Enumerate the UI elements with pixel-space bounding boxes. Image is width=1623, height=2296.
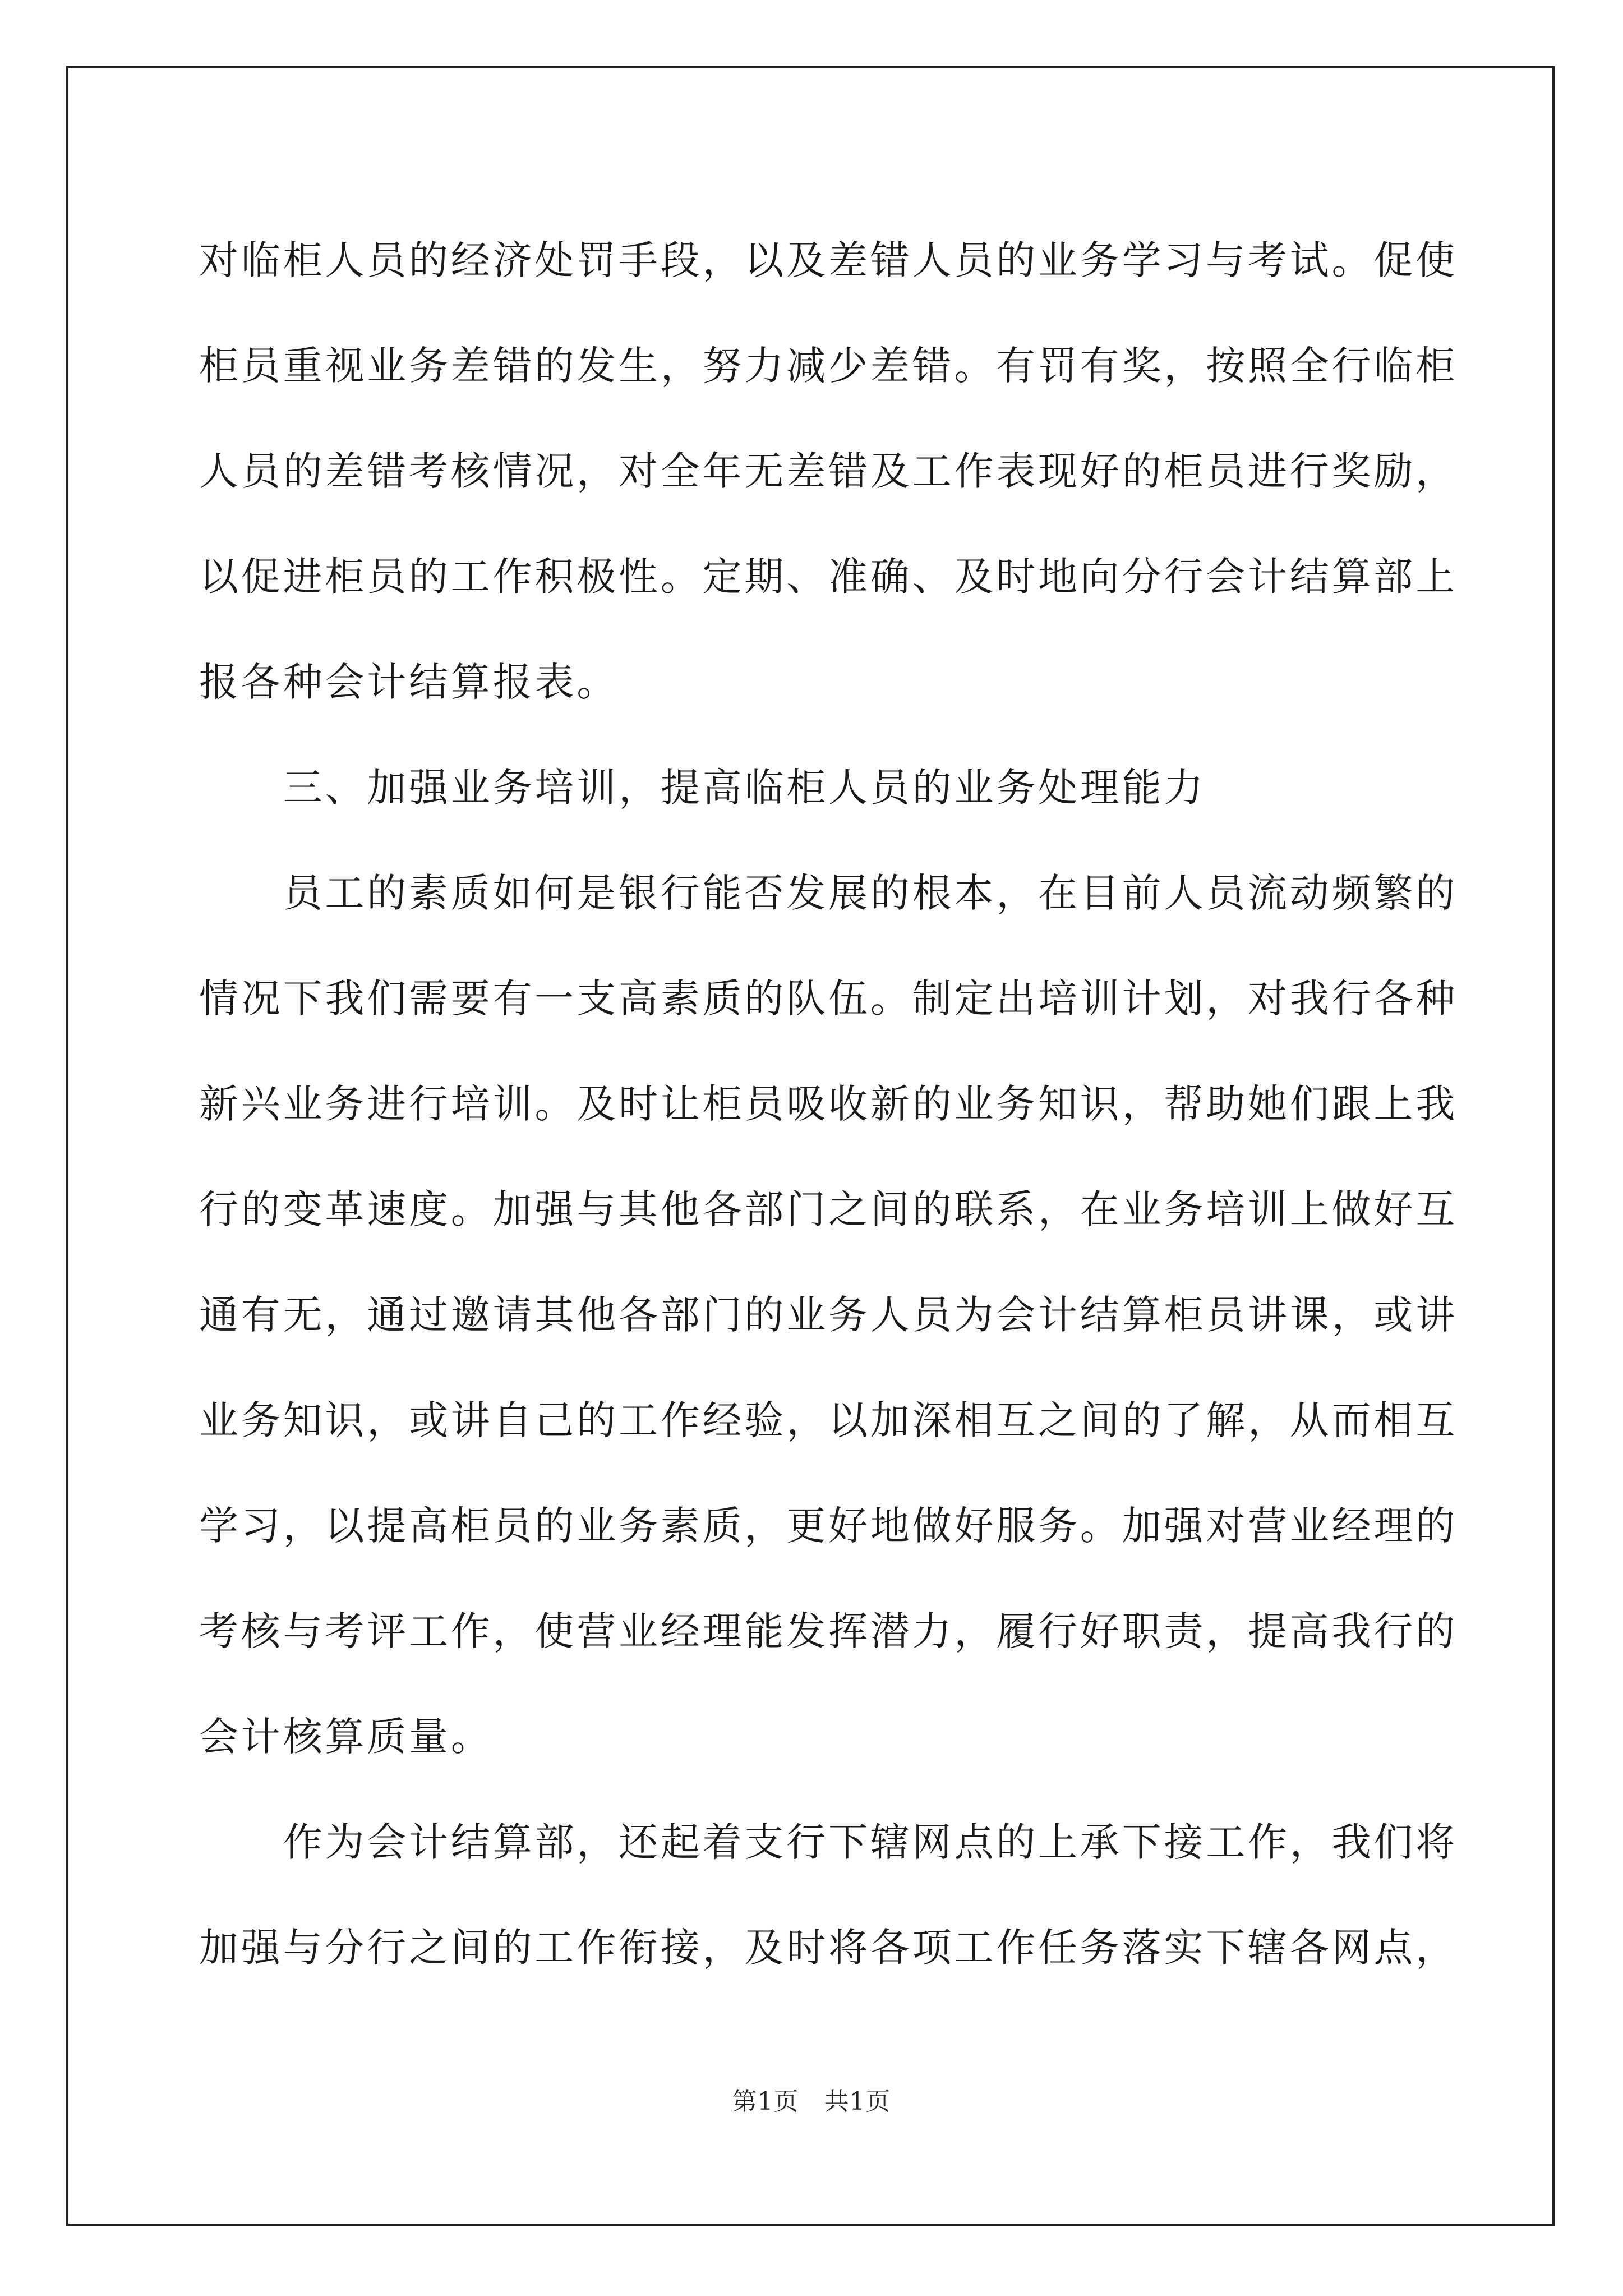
- text-line: 学习，以提高柜员的业务素质，更好地做好服务。加强对营业经理的: [199, 1503, 1458, 1549]
- text-line: 员工的素质如何是银行能否发展的根本，在目前人员流动频繁的: [199, 870, 1458, 916]
- text-line: 加强与分行之间的工作衔接，及时将各项工作任务落实下辖各网点，: [199, 1925, 1458, 1971]
- text-line: 新兴业务进行培训。及时让柜员吸收新的业务知识，帮助她们跟上我: [199, 1081, 1458, 1127]
- text-line: 作为会计结算部，还起着支行下辖网点的上承下接工作，我们将: [199, 1819, 1458, 1865]
- text-line: 报各种会计结算报表。: [199, 659, 619, 705]
- text-line: 人员的差错考核情况，对全年无差错及工作表现好的柜员进行奖励，: [199, 448, 1458, 494]
- text-line: 行的变革速度。加强与其他各部门之间的联系，在业务培训上做好互: [199, 1186, 1458, 1232]
- text-line: 考核与考评工作，使营业经理能发挥潜力，履行好职责，提高我行的: [199, 1608, 1458, 1654]
- text-line: 通有无，通过邀请其他各部门的业务人员为会计结算柜员讲课，或讲: [199, 1292, 1458, 1338]
- text-line: 会计核算质量。: [199, 1714, 493, 1760]
- text-line: 业务知识，或讲自己的工作经验，以加深相互之间的了解，从而相互: [199, 1397, 1458, 1443]
- text-line: 以促进柜员的工作积极性。定期、准确、及时地向分行会计结算部上: [199, 554, 1458, 600]
- section-heading: 三、加强业务培训，提高临柜人员的业务处理能力: [199, 765, 1206, 811]
- text-line: 情况下我们需要有一支高素质的队伍。制定出培训计划，对我行各种: [199, 976, 1458, 1022]
- text-line: 柜员重视业务差错的发生，努力减少差错。有罚有奖，按照全行临柜: [199, 343, 1458, 389]
- document-body: [199, 208, 1458, 2000]
- text-line: 对临柜人员的经济处罚手段，以及差错人员的业务学习与考试。促使: [199, 237, 1458, 283]
- page-number-footer: 第1页 共1页: [732, 2087, 891, 2116]
